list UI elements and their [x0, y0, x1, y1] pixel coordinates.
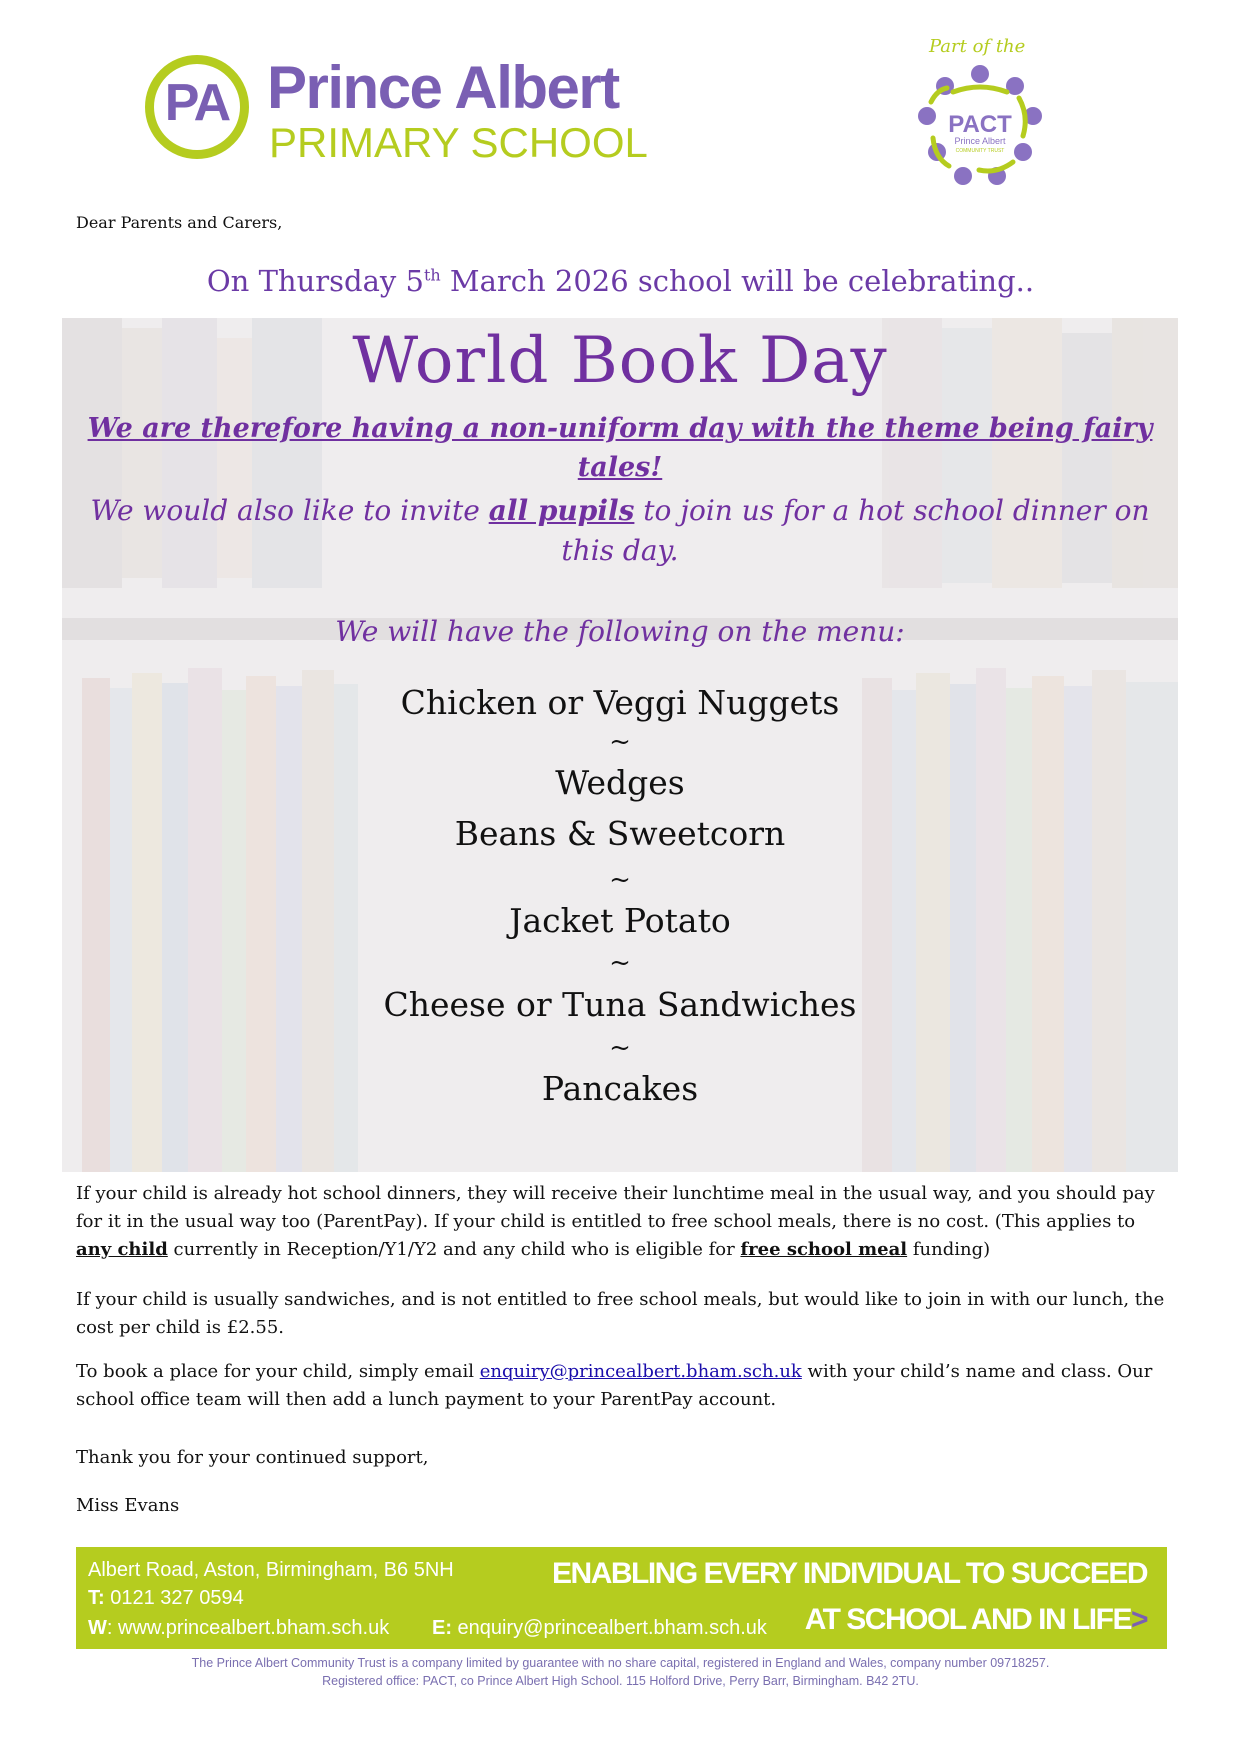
footer-phone-label: T:: [88, 1587, 105, 1609]
signature: Miss Evans: [76, 1495, 180, 1516]
logo-school-name: Prince Albert: [267, 54, 619, 121]
footer-bar: [76, 1547, 1167, 1649]
bookshelf-panel: [62, 318, 1178, 1172]
logo-initials: PA: [164, 74, 230, 132]
school-logo: [145, 55, 705, 165]
menu-separator: ~: [609, 727, 631, 757]
footer-website-url: : www.princealbert.bham.sch.uk: [106, 1617, 390, 1639]
footer-email-label: E:: [432, 1617, 452, 1639]
footer-address: Albert Road, Aston, Birmingham, B6 5NH: [88, 1559, 454, 1581]
pact-logo-sub2: COMMUNITY TRUST: [955, 148, 1005, 154]
footer-phone: [88, 1587, 244, 1610]
footer-slogan-line1: ENABLING EVERY INDIVIDUAL TO SUCCEED: [552, 1557, 1147, 1590]
footer-slogan-line2: [805, 1603, 1147, 1637]
intro-superscript: th: [423, 265, 441, 285]
menu-separator: ~: [609, 1033, 631, 1063]
pact-emblem-icon: [905, 62, 1055, 190]
para1-emphasis-free-meal: free school meal: [740, 1239, 908, 1260]
menu-item: Beans & Sweetcorn: [454, 814, 786, 853]
intro-post: March 2026 school will be celebrating..: [440, 264, 1035, 298]
legal-line-1: The Prince Albert Community Trust is a company limited by guarantee with no share capital, registered in England and Wales, company number 09718257.: [191, 1656, 1050, 1670]
menu-item: Jacket Potato: [509, 901, 731, 940]
menu-separator: ~: [609, 865, 631, 895]
greeting: Dear Parents and Carers,: [76, 213, 283, 232]
invite-emphasis: all pupils: [488, 494, 635, 527]
pact-logo: [905, 32, 1055, 192]
menu-separator: ~: [609, 948, 631, 978]
footer-website-label: W: [88, 1617, 107, 1639]
footer-website[interactable]: [88, 1617, 389, 1640]
footer-arrow-icon: >: [1130, 1603, 1147, 1636]
menu-item: Pancakes: [541, 1069, 699, 1108]
menu-item: Cheese or Tuna Sandwiches: [383, 985, 857, 1024]
menu-item: Chicken or Veggi Nuggets: [400, 683, 840, 722]
pact-logo-text: PACT: [948, 111, 1012, 138]
enquiry-email-link[interactable]: enquiry@princealbert.bham.sch.uk: [479, 1361, 802, 1382]
logo-school-subtitle: PRIMARY SCHOOL: [269, 119, 648, 166]
intro-heading: [0, 264, 1241, 298]
para3-text-a: To book a place for your child, simply email: [76, 1361, 480, 1382]
para3-text-b: with your child’s name and class. Our school office team will then add a lunch payment to your ParentPay account.: [76, 1361, 1153, 1410]
para1-emphasis-any-child: any child: [76, 1239, 168, 1260]
partner-tagline: Part of the: [929, 36, 1026, 57]
bookshelf-content: [62, 318, 1178, 1172]
menu-item: Wedges: [555, 763, 685, 802]
dinner-invite: [62, 491, 1178, 571]
menu-intro: We will have the following on the menu:: [335, 615, 905, 648]
non-uniform-notice: We are therefore having a non-uniform day with the theme being fairy tales!: [87, 413, 1153, 483]
closing-line: Thank you for your continued support,: [76, 1447, 429, 1468]
paragraph-hot-dinners: [76, 1180, 1176, 1264]
para1-text-b: currently in Reception/Y1/Y2 and any child who is eligible for: [167, 1239, 741, 1260]
para1-text-a: If your child is already hot school dinners, they will receive their lunchtime meal in the usual way, and you should pay for it in the usual way too (ParentPay). If your child is entitled to free school meals, there is no cost. (This applies to: [76, 1183, 1155, 1232]
invite-post: to join us for a hot school dinner on this day.: [561, 494, 1150, 567]
footer-email-address: enquiry@princealbert.bham.sch.uk: [452, 1617, 767, 1639]
para1-text-c: funding): [907, 1239, 991, 1260]
pact-logo-sub1: Prince Albert: [954, 136, 1006, 146]
footer-phone-number: 0121 327 0594: [104, 1587, 244, 1609]
paragraph-booking: [76, 1358, 1176, 1414]
footer-slogan-text: AT SCHOOL AND IN LIFE: [804, 1603, 1131, 1636]
legal-line-2: Registered office: PACT, co Prince Albert High School. 115 Holford Drive, Perry Barr, Birmingham. B42 2TU.: [322, 1674, 919, 1688]
intro-pre: On Thursday 5: [206, 264, 424, 298]
footer-email[interactable]: [432, 1617, 767, 1640]
event-title: World Book Day: [352, 324, 888, 398]
paragraph-cost: If your child is usually sandwiches, and is not entitled to free school meals, but would like to join in with our lunch, the cost per child is £2.55.: [76, 1289, 1165, 1338]
invite-pre: We would also like to invite: [90, 494, 489, 527]
